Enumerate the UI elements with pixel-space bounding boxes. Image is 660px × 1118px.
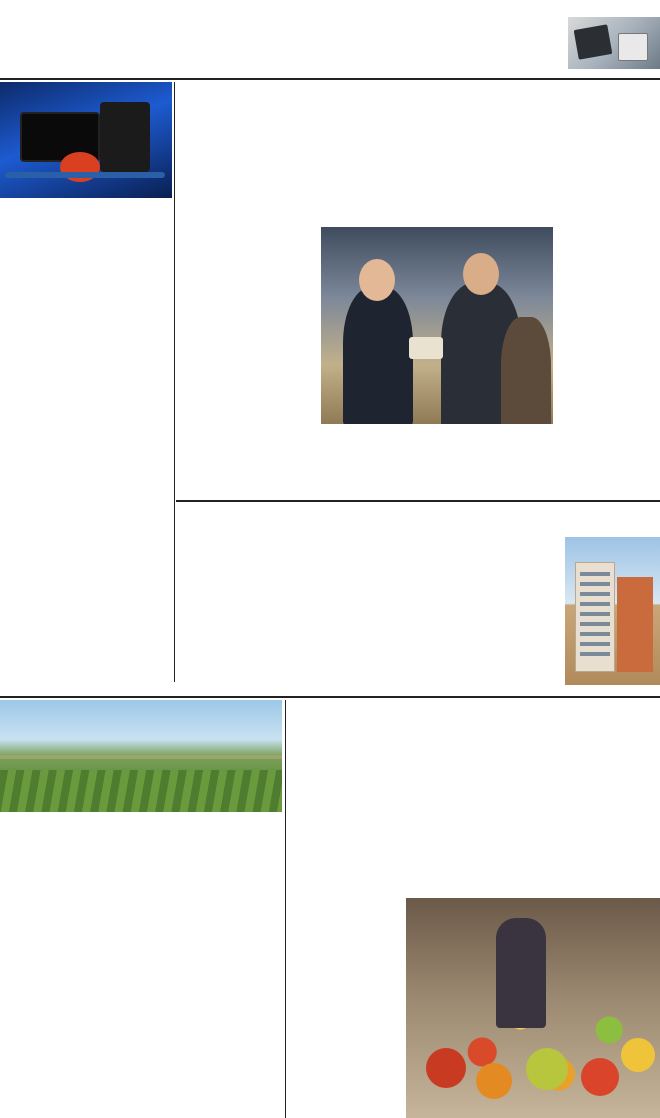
main-column-1 xyxy=(176,208,318,530)
market-produce-photo xyxy=(406,898,660,1118)
land-column-2 xyxy=(143,852,281,1116)
section-rule xyxy=(0,696,660,698)
calculator-photo xyxy=(568,17,660,69)
mortgage-column-2 xyxy=(316,538,448,698)
technology-photo xyxy=(0,82,172,198)
farmland-photo xyxy=(0,700,282,812)
consumer-column-2 xyxy=(406,796,524,894)
column-divider xyxy=(285,700,286,1118)
column-divider xyxy=(174,82,175,682)
masthead xyxy=(0,0,660,78)
masthead-rule xyxy=(0,78,660,80)
mortgage-column-1 xyxy=(178,538,313,698)
mortgage-column-3 xyxy=(452,574,562,684)
consumer-column-1 xyxy=(288,796,403,1118)
main-column-2 xyxy=(321,427,429,537)
main-column-3 xyxy=(432,427,552,537)
section-rule xyxy=(176,500,660,502)
consumer-column-3 xyxy=(526,796,658,894)
land-column-1 xyxy=(2,872,140,1116)
interview-photo xyxy=(321,227,553,424)
apartment-building-photo xyxy=(565,537,660,685)
tech-story-text xyxy=(6,238,172,678)
main-column-4 xyxy=(556,208,660,526)
